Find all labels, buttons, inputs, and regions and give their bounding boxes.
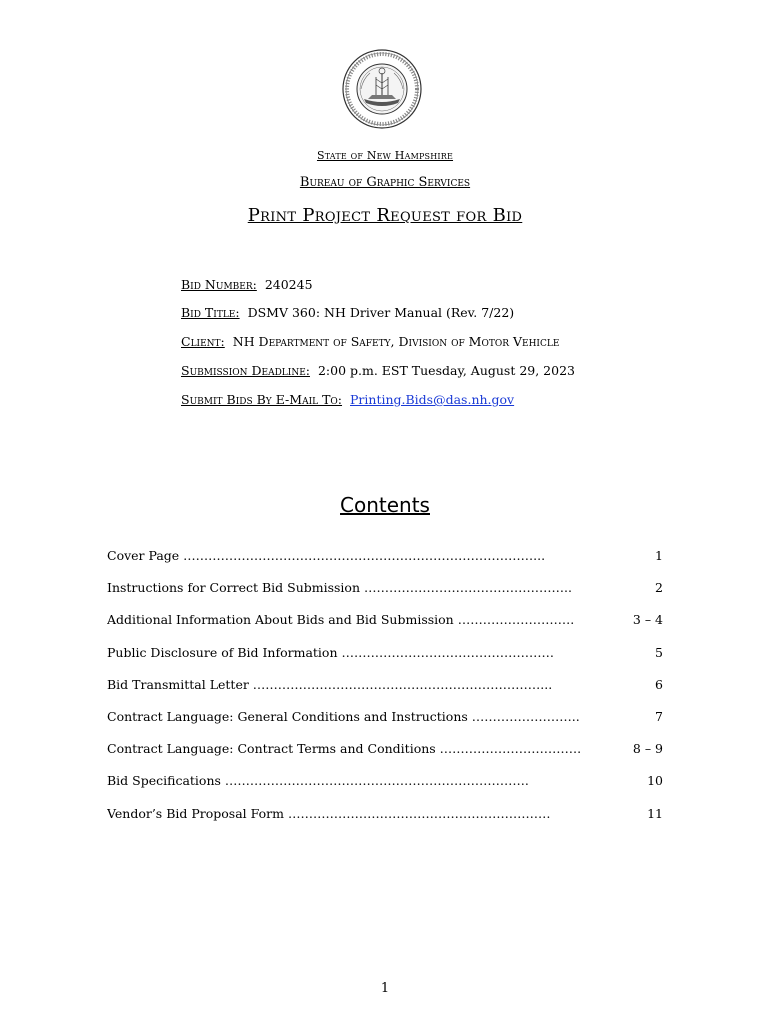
page-title: Print Project Request for Bid [247, 205, 523, 226]
toc-entry-title: Public Disclosure of Bid Information …………………………………………… [107, 645, 554, 660]
bid-number-label: Bid Number: [181, 277, 257, 292]
toc-entry [107, 806, 663, 826]
toc-entry-title: Bid Specifications ………………………………………………………………. [107, 773, 529, 788]
contents-heading: Contents [340, 493, 430, 517]
state-name: State of New Hampshire [316, 149, 454, 162]
toc-entry-title: Cover Page …………………………………………………………………………... [107, 548, 546, 563]
toc-entry-page: 1 [655, 548, 663, 563]
toc-entry-page: 11 [647, 806, 663, 821]
toc-entry-page: 7 [655, 709, 663, 724]
bid-title-field [181, 305, 514, 320]
toc-entry [107, 677, 663, 697]
toc-entry [107, 580, 663, 600]
bid-title-value: DSMV 360: NH Driver Manual (Rev. 7/22) [247, 305, 515, 320]
toc-entry-title: Contract Language: Contract Terms and Conditions ……………………………. [107, 741, 582, 756]
bid-title-label: Bid Title: [181, 305, 240, 320]
toc-entry-page: 3 – 4 [632, 612, 663, 627]
toc-entry-title: Instructions for Correct Bid Submission ………………………………………….. [107, 580, 572, 595]
toc-entry-title: Additional Information About Bids and Bid Submission ………………………. [107, 612, 575, 627]
page-number: 1 [380, 981, 390, 996]
toc-entry-title: Bid Transmittal Letter ……………………………………………………………... [107, 677, 553, 692]
email-label: Submit Bids By E-Mail To: [181, 392, 343, 407]
bid-number-value: 240245 [264, 277, 313, 292]
email-field [181, 392, 514, 407]
toc-entry-page: 10 [647, 773, 663, 788]
toc-entry [107, 773, 663, 793]
toc-entry-page: 6 [655, 677, 663, 692]
toc-entry-page: 2 [655, 580, 663, 595]
bid-number-field [181, 277, 313, 292]
client-field [181, 334, 559, 349]
toc-entry [107, 548, 663, 568]
toc-entry-page: 5 [655, 645, 663, 660]
state-seal-icon [342, 49, 422, 129]
deadline-field [181, 363, 575, 378]
toc-entry [107, 645, 663, 665]
client-label: Client: [181, 334, 225, 349]
deadline-label: Submission Deadline: [181, 363, 310, 378]
client-value: NH Department of Safety, Division of Motor Vehicle [232, 334, 560, 349]
toc-entry-title: Vendor’s Bid Proposal Form ……………………………………………………… [107, 806, 551, 821]
toc-entry [107, 612, 663, 632]
bureau-name: Bureau of Graphic Services [299, 175, 471, 190]
toc-entry [107, 741, 663, 761]
toc-entry-page: 8 – 9 [632, 741, 663, 756]
email-link[interactable]: Printing.Bids@das.nh.gov [350, 392, 515, 407]
deadline-value: 2:00 p.m. EST Tuesday, August 29, 2023 [317, 363, 575, 378]
toc-entry [107, 709, 663, 729]
toc-entry-title: Contract Language: General Conditions and Instructions …………………….. [107, 709, 580, 724]
